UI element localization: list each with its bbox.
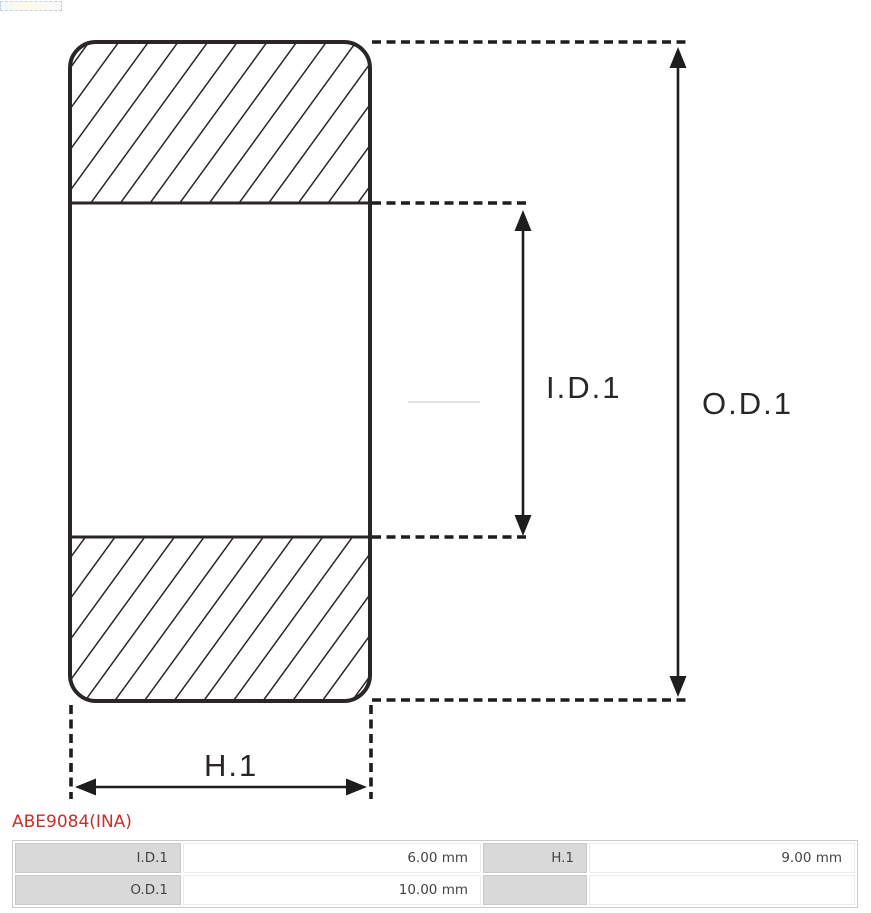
height-label: H.1	[204, 748, 259, 783]
spec-value-od: 10.00 mm	[183, 875, 481, 905]
spec-value-id: 6.00 mm	[183, 843, 481, 873]
spec-table-row	[15, 843, 855, 873]
spec-table	[12, 840, 858, 908]
part-number: ABE9084(INA)	[12, 812, 132, 832]
spec-value-empty	[589, 875, 855, 905]
spec-value-h: 9.00 mm	[589, 843, 855, 873]
outer-diameter-label: O.D.1	[702, 386, 793, 421]
spec-label-id: I.D.1	[15, 843, 181, 873]
spec-label-od: O.D.1	[15, 875, 181, 905]
bearing-hatch-bands	[70, 42, 370, 701]
spec-label-empty	[483, 875, 587, 905]
inner-diameter-arrow	[515, 210, 532, 536]
outer-race-top-hatch	[70, 42, 370, 203]
spec-label-h: H.1	[483, 843, 587, 873]
outer-race-bottom-hatch	[70, 537, 370, 701]
outer-diameter-arrow	[670, 47, 687, 697]
spec-table-row	[15, 875, 855, 905]
inner-diameter-label: I.D.1	[546, 370, 622, 405]
